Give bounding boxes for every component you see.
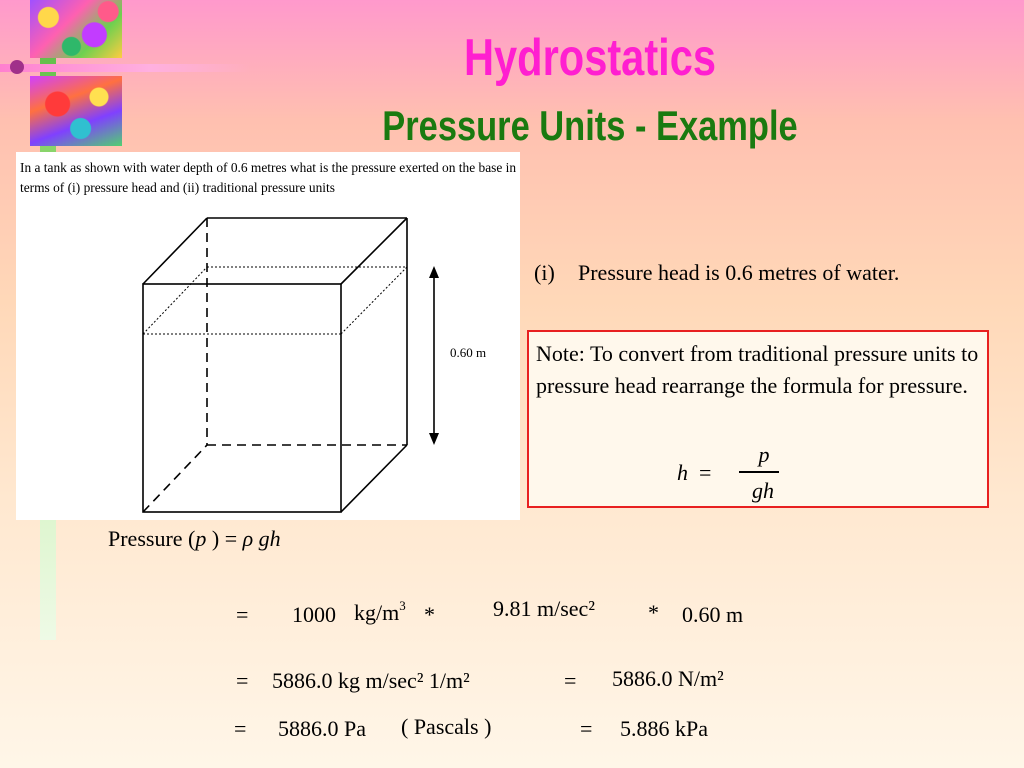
result-pressure-head <box>534 260 899 286</box>
calc-row1-equals: = <box>236 602 249 627</box>
calc-row2-value-2: 5886.0 N/m² <box>612 666 724 691</box>
calc-row3-equals-2: = <box>580 716 593 741</box>
pressure-var: p <box>195 526 207 551</box>
decorative-collage-image <box>30 76 122 146</box>
calc-density-value: 1000 <box>292 602 336 627</box>
formula-h-variable: h <box>677 460 688 485</box>
decorative-bullet-dot <box>10 60 24 74</box>
calc-row3-value: 5886.0 Pa <box>278 716 366 741</box>
calc-row2-value: 5886.0 kg m/sec² 1/m² <box>272 668 470 693</box>
tank-top-left-edge <box>143 218 207 284</box>
fraction-bar <box>739 471 779 473</box>
depth-arrow-head-down <box>429 433 439 445</box>
calc-row2-equals-2: = <box>564 668 577 693</box>
tank-diagram <box>16 152 520 520</box>
calc-row3-note: ( Pascals ) <box>401 714 492 739</box>
tank-top-right-edge <box>341 218 407 284</box>
formula-numerator: p <box>758 442 770 467</box>
formula-equals: = <box>699 460 712 485</box>
pressure-formula <box>108 526 281 552</box>
question-text: In a tank as shown with water depth of 0.6 metres what is the pressure exerted on the base in terms of (i) pressure head and (ii) traditional pressure units <box>20 160 517 195</box>
calc-row3-value-2: 5.886 kPa <box>620 716 708 741</box>
tank-diagram-panel <box>16 152 520 520</box>
tank-front-face <box>143 284 341 512</box>
density-exponent: 3 <box>399 598 406 613</box>
calc-multiply-2: * <box>648 600 659 625</box>
calc-multiply-1: * <box>424 602 435 627</box>
depth-arrow-head-up <box>429 266 439 278</box>
calc-gravity-value: 9.81 m/sec² <box>493 596 595 621</box>
calc-row3-equals: = <box>234 716 247 741</box>
result-text: Pressure head is 0.6 metres of water. <box>578 260 900 285</box>
calc-height-value: 0.60 m <box>682 602 744 627</box>
slide-title: Hydrostatics <box>464 29 716 87</box>
water-surface-right <box>341 267 407 334</box>
slide-subtitle: Pressure Units - Example <box>382 102 798 149</box>
calc-row2-equals: = <box>236 668 249 693</box>
result-number: (i) <box>534 260 555 285</box>
gh-term: gh <box>253 526 281 551</box>
water-surface-left <box>143 267 207 334</box>
pressure-label: Pressure ( <box>108 526 196 551</box>
pressure-close: ) = <box>206 526 243 551</box>
decorative-collage-image <box>30 0 122 58</box>
decorative-pink-line <box>0 64 250 72</box>
note-text: Note: To convert from traditional pressure units to pressure head rearrange the formula for pressure. <box>536 341 979 398</box>
formula-denominator: gh <box>752 478 774 503</box>
tank-bottom-right-edge <box>341 445 407 512</box>
tank-hidden-diagonal-edge <box>143 445 207 512</box>
rho-symbol: ρ <box>242 526 254 551</box>
calc-density-unit: $kg/m^3$ <box>354 598 406 625</box>
note-box <box>527 330 989 508</box>
depth-label: 0.60 m <box>450 345 487 360</box>
